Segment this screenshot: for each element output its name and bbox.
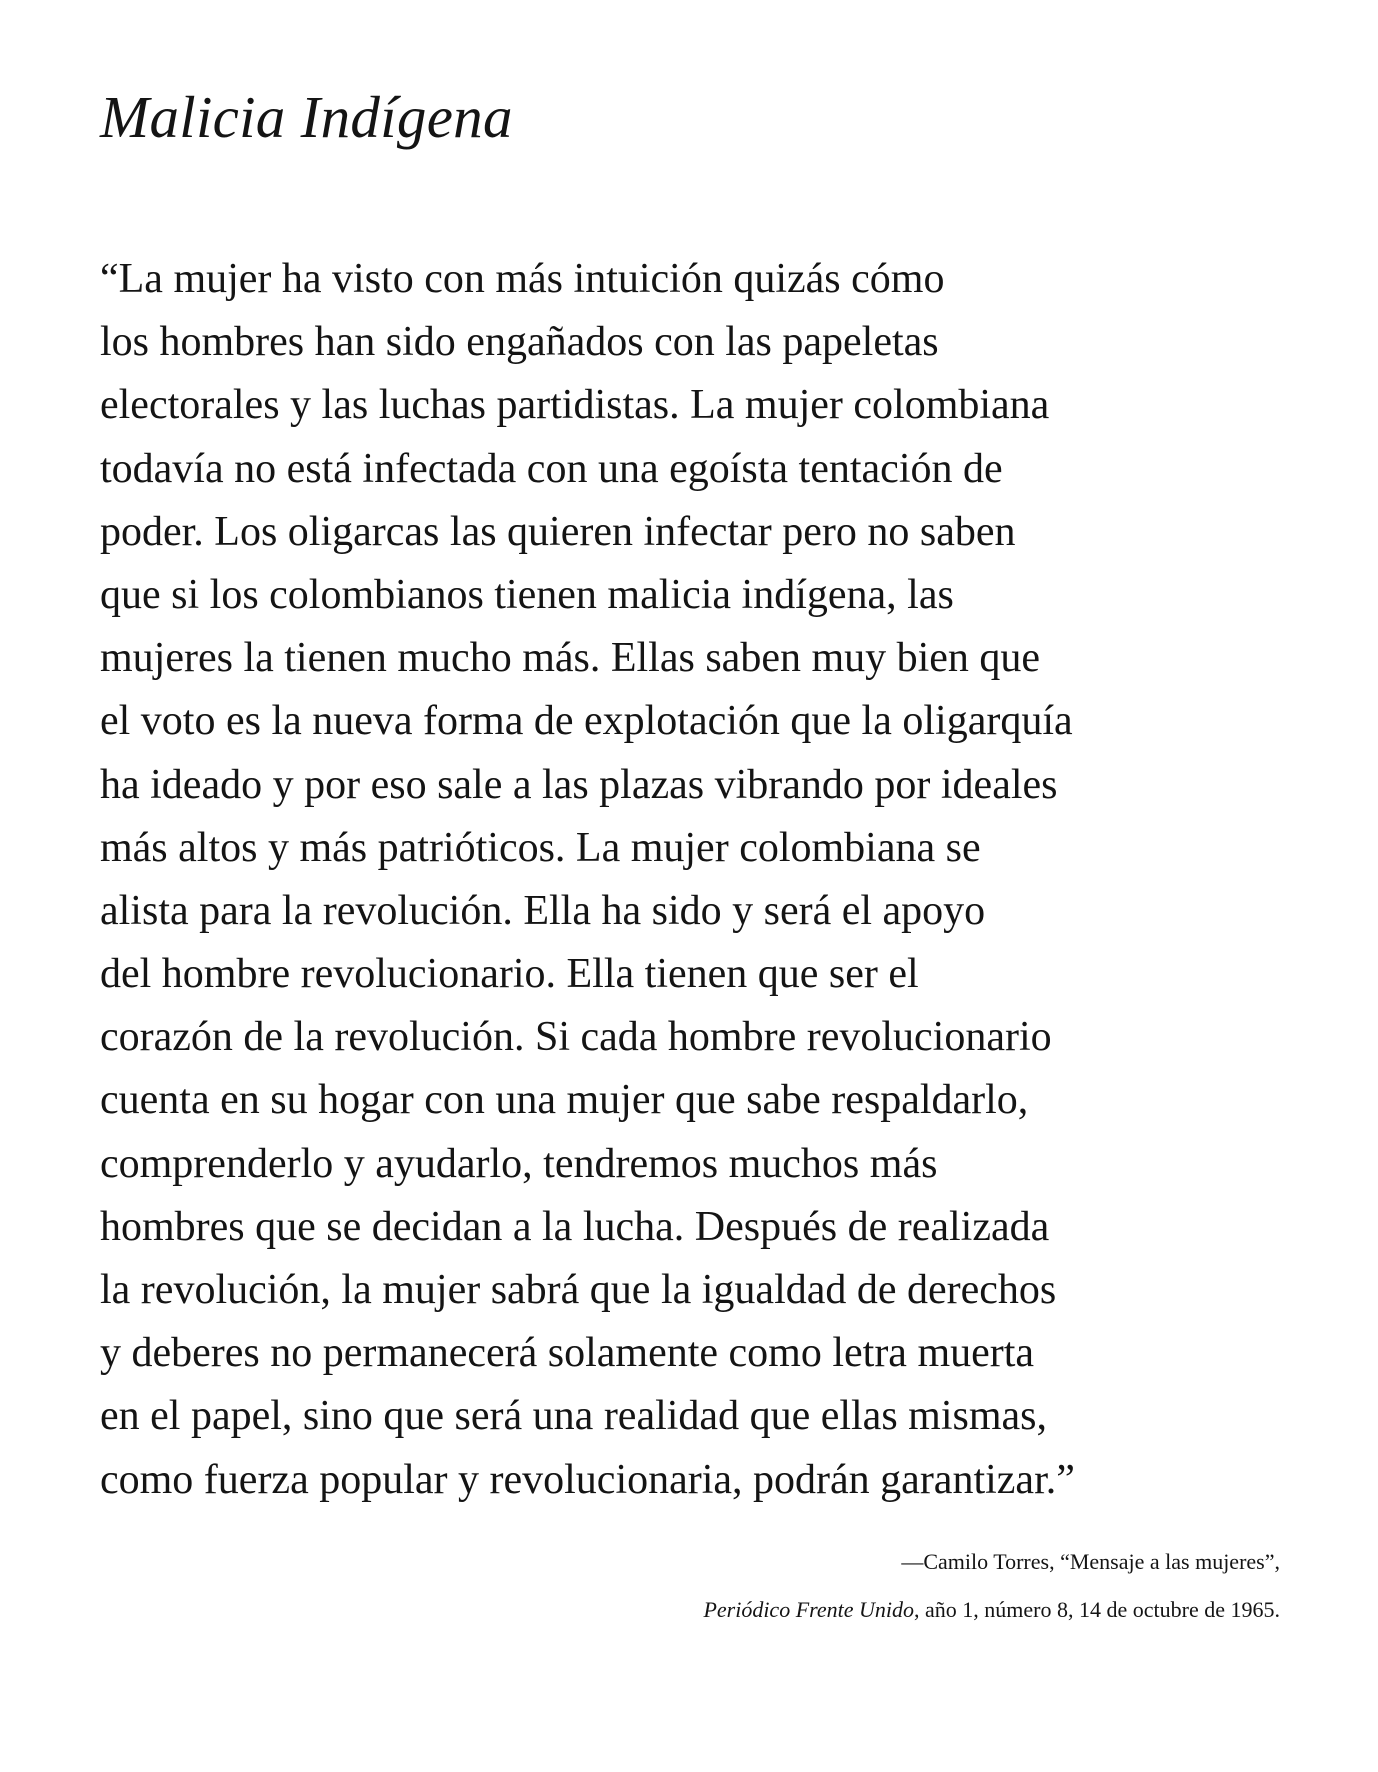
quote-line: en el papel, sino que será una realidad que ellas mismas,: [100, 1393, 1048, 1440]
publication-details: , año 1, número 8, 14 de octubre de 1965.: [914, 1597, 1280, 1622]
quote-line: ha ideado y por eso sale a las plazas vibrando por ideales: [100, 761, 1058, 808]
quote-line: hombres que se decidan a la lucha. Después de realizada: [100, 1203, 1050, 1250]
quote-line: como fuerza popular y revolucionaria, podrán garantizar.”: [100, 1456, 1075, 1503]
page-title: Malicia Indígena: [100, 84, 513, 150]
quote-line: comprenderlo y ayudarlo, tendremos muchos más: [100, 1140, 938, 1187]
quote-line: electorales y las luchas partidistas. La mujer colombiana: [100, 382, 1050, 429]
quote-line: todavía no está infectada con una egoísta tentación de: [100, 445, 1003, 492]
quote-line: más altos y más patrióticos. La mujer colombiana se: [100, 824, 981, 871]
quote-line: la revolución, la mujer sabrá que la igualdad de derechos: [100, 1267, 1057, 1313]
publication-name: Periódico Frente Unido: [703, 1597, 915, 1622]
quote-line: alista para la revolución. Ella ha sido y será el apoyo: [100, 887, 986, 934]
quote-line: “La mujer ha visto con más intuición quizás cómo: [100, 256, 945, 302]
quote-line: los hombres han sido engañados con las papeletas: [100, 319, 939, 366]
quote-line: cuenta en su hogar con una mujer que sabe respaldarlo,: [100, 1077, 1029, 1124]
quote-line: que si los colombianos tienen malicia indígena, las: [100, 571, 954, 618]
quote-line: y deberes no permanecerá solamente como letra muerta: [100, 1330, 1035, 1377]
attribution: [703, 1538, 1280, 1634]
quote-line: del hombre revolucionario. Ella tienen que ser el: [100, 951, 919, 998]
attribution-source: [703, 1586, 1280, 1634]
quote-line: el voto es la nueva forma de explotación que la oligarquía: [100, 698, 1073, 745]
quote-line: poder. Los oligarcas las quieren infectar pero no saben: [100, 508, 1016, 555]
attribution-author: —Camilo Torres, “Mensaje a las mujeres”,: [901, 1549, 1280, 1574]
quote-line: corazón de la revolución. Si cada hombre revolucionario: [100, 1014, 1052, 1061]
quote-line: mujeres la tienen mucho más. Ellas saben muy bien que: [100, 635, 1041, 682]
quote-block: [100, 248, 1330, 1512]
